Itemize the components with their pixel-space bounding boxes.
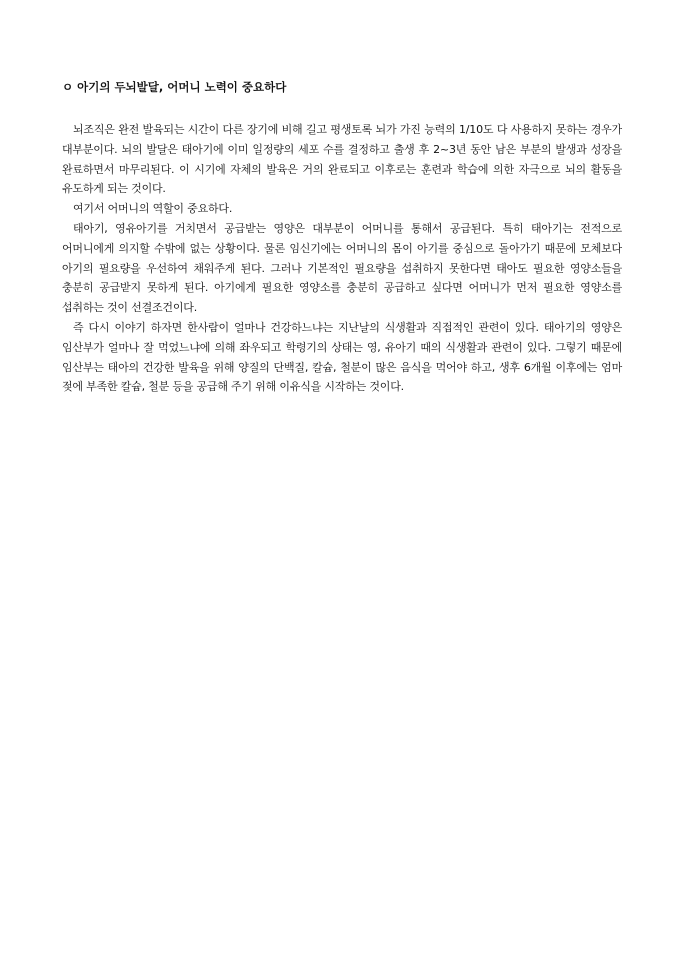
paragraph-brain-development: 뇌조직은 완전 발육되는 시간이 다른 장기에 비해 길고 평생토록 뇌가 가진 능력의 1/10도 다 사용하지 못하는 경우가 대부분이다. 뇌의 발달은 태아기에 이미 일정량의 세포 수를 결정하고 출생 후 2~3년 동안 남은 부분의 발생과 성장을 완료하면서 마무리된다. 이 시기에 자체의 발육은 거의 완료되고 이후로는 훈련과 학습에 의한 자극으로 뇌의 활동을 유도하게 되는 것이다. <box>62 123 622 196</box>
document-body <box>62 78 622 397</box>
paragraph-nutrition-supply: 태아기, 영유아기를 거치면서 공급받는 영양은 대부분이 어머니를 통해서 공급된다. 특히 태아기는 전적으로 어머니에게 의지할 수밖에 없는 상황이다. 물론 임신기에는 어머니의 몸이 아기를 중심으로 돌아가기 때문에 모체보다 아기의 필요량을 우선하여 채워주게 된다. 그러나 기본적인 필요량을 섭취하지 못한다면 태아도 필요한 영양소들을 충분히 공급받지 못하게 된다. 아기에게 필요한 영양소를 충분히 공급하고 싶다면 어머니가 먼저 필요한 영양소를 섭취하는 것이 선결조건이다. <box>62 221 622 315</box>
section-heading: ㅇ 아기의 두뇌발달, 어머니 노력이 중요하다 <box>62 80 287 94</box>
paragraph-mother-role: 여기서 어머니의 역할이 중요하다. <box>73 202 233 216</box>
paragraph-diet-health: 즉 다시 이야기 하자면 한사람이 얼마나 건강하느냐는 지난날의 식생활과 직접적인 관련이 있다. 태아기의 영양은 임산부가 얼마나 잘 먹었느냐에 의해 좌우되고 학령기의 상태는 영, 유아기 때의 식생활과 관련이 있다. 그렇기 때문에 임산부는 태아의 건강한 발육을 위해 양질의 단백질, 칼슘, 철분이 많은 음식을 먹어야 하고, 생후 6개월 이후에는 엄마 젖에 부족한 칼슘, 철분 등을 공급해 주기 위해 이유식을 시작하는 것이다. <box>62 320 622 394</box>
